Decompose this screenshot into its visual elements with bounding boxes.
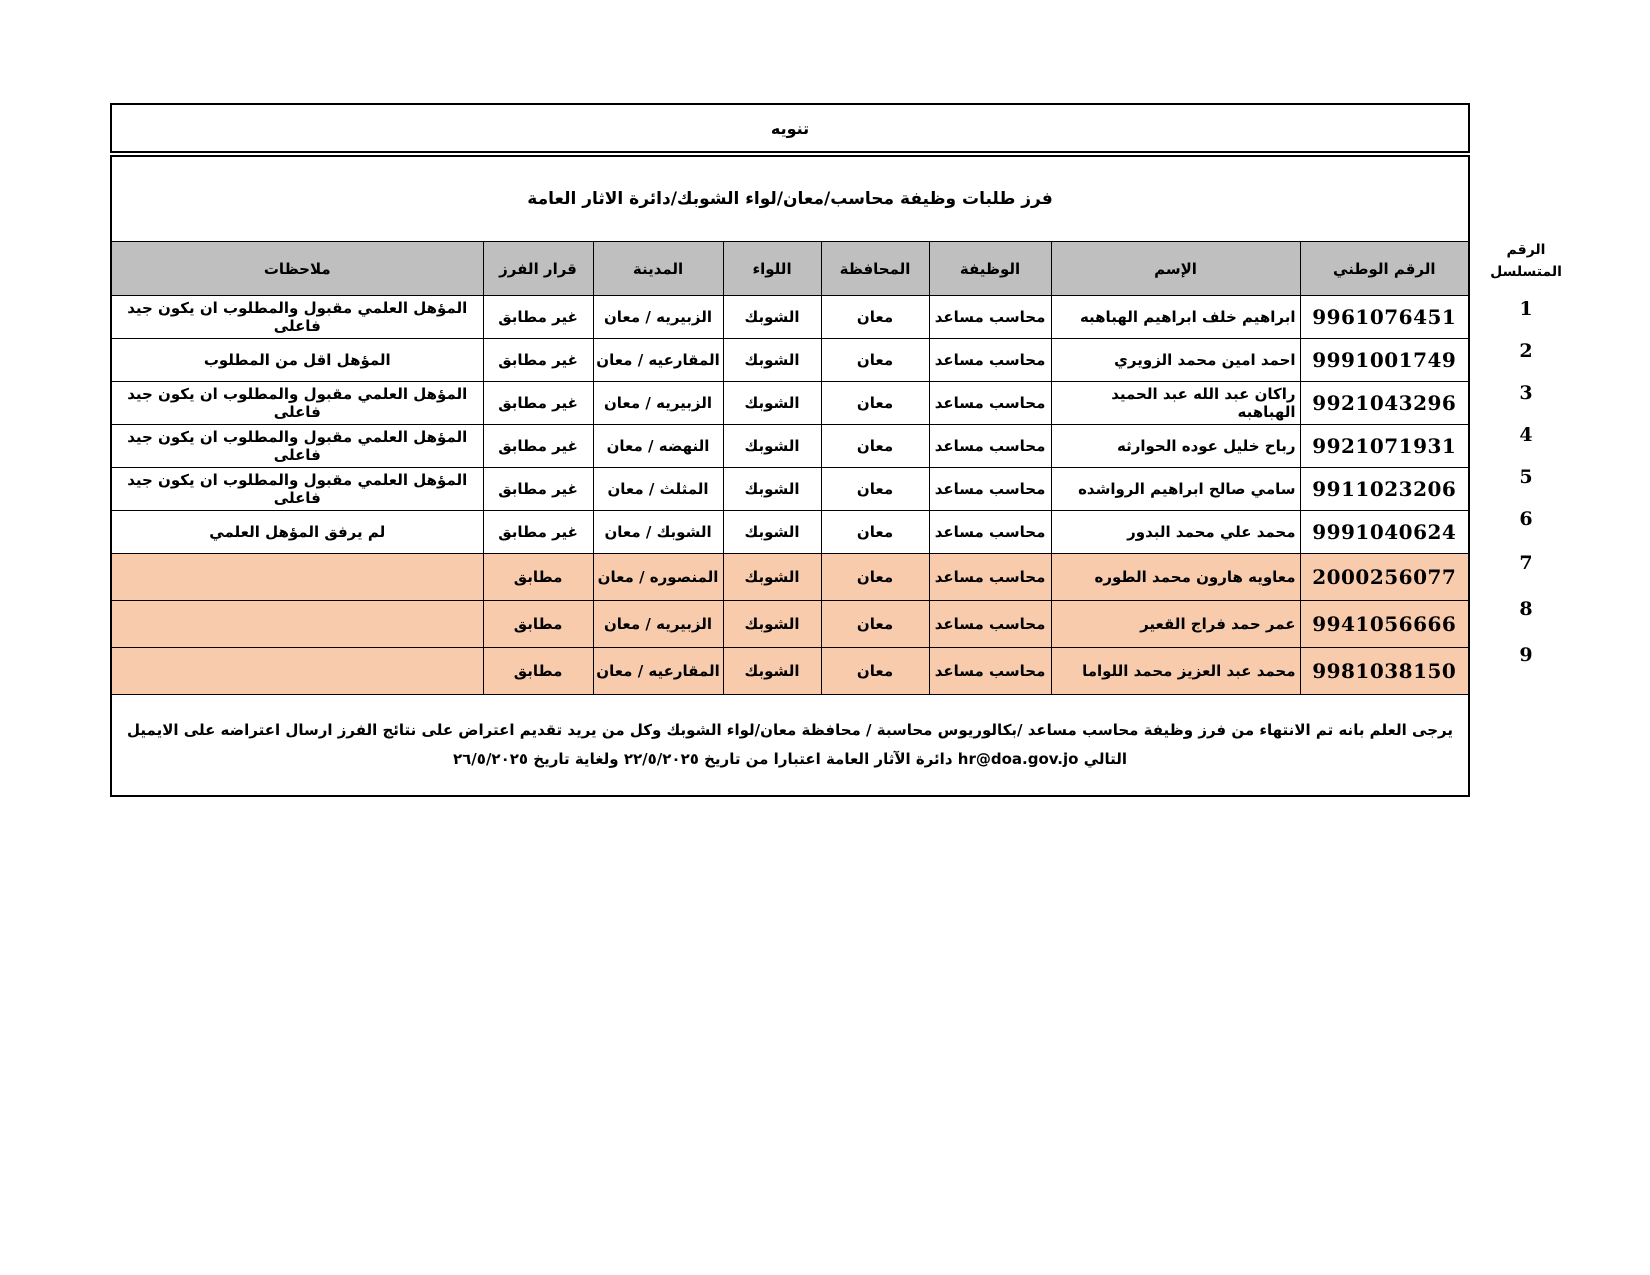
cell-job: محاسب مساعد (929, 511, 1051, 554)
footer-text-after-email: دائرة الآثار العامة اعتبارا من تاريخ ٢٢/٥/٢٠٢٥ ولغاية تاريخ ٢٦/٥/٢٠٢٥ (453, 750, 953, 768)
cell-job: محاسب مساعد (929, 648, 1051, 695)
table-row (111, 296, 1469, 339)
cell-governorate: معان (821, 468, 929, 511)
cell-city: الزبيريه / معان (593, 601, 723, 648)
cell-district: الشوبك (723, 468, 821, 511)
cell-district: الشوبك (723, 511, 821, 554)
table-header-row (111, 242, 1469, 296)
cell-name: عمر حمد فراج القعير (1051, 601, 1300, 648)
notice-banner: تنويه (111, 104, 1469, 154)
cell-city: الزبيريه / معان (593, 382, 723, 425)
cell-city: المنصوره / معان (593, 554, 723, 601)
serial-number: 2 (1519, 340, 1533, 362)
cell-national-id: 9941056666 (1300, 601, 1469, 648)
cell-decision: غير مطابق (483, 468, 593, 511)
serial-number: 7 (1519, 552, 1533, 574)
cell-job: محاسب مساعد (929, 554, 1051, 601)
cell-decision: مطابق (483, 601, 593, 648)
cell-name: سامي صالح ابراهيم الرواشده (1051, 468, 1300, 511)
cell-district: الشوبك (723, 382, 821, 425)
cell-governorate: معان (821, 339, 929, 382)
col-header-national-id: الرقم الوطني (1300, 242, 1469, 296)
cell-job: محاسب مساعد (929, 296, 1051, 339)
cell-district: الشوبك (723, 425, 821, 468)
cell-name: محمد علي محمد البدور (1051, 511, 1300, 554)
col-header-city: المدينة (593, 242, 723, 296)
cell-notes (111, 648, 483, 695)
cell-decision: مطابق (483, 554, 593, 601)
cell-job: محاسب مساعد (929, 425, 1051, 468)
cell-governorate: معان (821, 601, 929, 648)
cell-national-id: 9911023206 (1300, 468, 1469, 511)
serial-header-line2: المتسلسل (1490, 263, 1562, 280)
screening-table (110, 103, 1470, 797)
cell-notes: المؤهل العلمي مقبول والمطلوب ان يكون جيد فاعلى (111, 382, 483, 425)
cell-governorate: معان (821, 425, 929, 468)
table-row (111, 339, 1469, 382)
cell-notes: المؤهل العلمي مقبول والمطلوب ان يكون جيد فاعلى (111, 425, 483, 468)
cell-national-id: 9961076451 (1300, 296, 1469, 339)
cell-city: الشوبك / معان (593, 511, 723, 554)
serial-column-header (1472, 235, 1580, 288)
screening-results-sheet (110, 103, 1630, 797)
cell-national-id: 9991001749 (1300, 339, 1469, 382)
col-header-district: اللواء (723, 242, 821, 296)
cell-city: المثلث / معان (593, 468, 723, 511)
cell-job: محاسب مساعد (929, 339, 1051, 382)
cell-notes: المؤهل اقل من المطلوب (111, 339, 483, 382)
col-header-governorate: المحافظة (821, 242, 929, 296)
col-header-job: الوظيفة (929, 242, 1051, 296)
cell-city: المقارعيه / معان (593, 648, 723, 695)
footer-text-before-email: يرجى العلم بانه تم الانتهاء من فرز وظيفة محاسب مساعد /بكالوريوس محاسبة / محافظة معان/لواء الشوبك وكل من يريد تقديم اعتراض على نتائج الفرز ارسال اعتراضه على الايميل التالي (127, 720, 1453, 768)
cell-governorate: معان (821, 296, 929, 339)
footer-note (111, 695, 1469, 797)
cell-national-id: 9991040624 (1300, 511, 1469, 554)
table-row (111, 648, 1469, 695)
serial-header-line1: الرقم (1506, 241, 1546, 258)
cell-notes: لم يرفق المؤهل العلمي (111, 511, 483, 554)
cell-decision: مطابق (483, 648, 593, 695)
cell-decision: غير مطابق (483, 425, 593, 468)
cell-name: ابراهيم خلف ابراهيم الهباهبه (1051, 296, 1300, 339)
cell-name: رباح خليل عوده الحوارثه (1051, 425, 1300, 468)
footer-row (111, 695, 1469, 797)
cell-city: المقارعيه / معان (593, 339, 723, 382)
serial-number: 9 (1519, 644, 1533, 666)
cell-name: محمد عبد العزيز محمد اللواما (1051, 648, 1300, 695)
cell-notes: المؤهل العلمي مقبول والمطلوب ان يكون جيد فاعلى (111, 468, 483, 511)
cell-national-id: 9921043296 (1300, 382, 1469, 425)
contact-email: hr@doa.gov.jo (957, 750, 1079, 768)
sheet-title: فرز طلبات وظيفة محاسب/معان/لواء الشوبك/دائرة الاثار العامة (111, 154, 1469, 242)
cell-job: محاسب مساعد (929, 468, 1051, 511)
serial-number: 5 (1519, 466, 1533, 488)
cell-notes (111, 601, 483, 648)
cell-decision: غير مطابق (483, 382, 593, 425)
serial-number: 3 (1519, 382, 1533, 404)
cell-decision: غير مطابق (483, 339, 593, 382)
cell-governorate: معان (821, 511, 929, 554)
cell-decision: غير مطابق (483, 511, 593, 554)
cell-notes: المؤهل العلمي مقبول والمطلوب ان يكون جيد فاعلى (111, 296, 483, 339)
cell-district: الشوبك (723, 296, 821, 339)
table-row (111, 425, 1469, 468)
serial-number: 1 (1519, 298, 1533, 320)
cell-district: الشوبك (723, 601, 821, 648)
table-row (111, 511, 1469, 554)
cell-district: الشوبك (723, 648, 821, 695)
cell-district: الشوبك (723, 554, 821, 601)
serial-number: 8 (1519, 598, 1533, 620)
cell-governorate: معان (821, 382, 929, 425)
col-header-notes: ملاحظات (111, 242, 483, 296)
cell-job: محاسب مساعد (929, 382, 1051, 425)
cell-national-id: 2000256077 (1300, 554, 1469, 601)
cell-job: محاسب مساعد (929, 601, 1051, 648)
title-row (111, 154, 1469, 242)
cell-governorate: معان (821, 648, 929, 695)
cell-district: الشوبك (723, 339, 821, 382)
col-header-decision: قرار الفرز (483, 242, 593, 296)
table-row (111, 382, 1469, 425)
cell-governorate: معان (821, 554, 929, 601)
cell-city: الزبيريه / معان (593, 296, 723, 339)
serial-number: 6 (1519, 508, 1533, 530)
table-row (111, 468, 1469, 511)
cell-national-id: 9921071931 (1300, 425, 1469, 468)
cell-city: النهضه / معان (593, 425, 723, 468)
col-header-name: الإسم (1051, 242, 1300, 296)
table-row (111, 554, 1469, 601)
cell-name: معاويه هارون محمد الطوره (1051, 554, 1300, 601)
cell-decision: غير مطابق (483, 296, 593, 339)
table-row (111, 601, 1469, 648)
notice-row (111, 104, 1469, 154)
cell-name: احمد امين محمد الزويري (1051, 339, 1300, 382)
cell-name: راكان عبد الله عبد الحميد الهباهبه (1051, 382, 1300, 425)
serial-column (1472, 103, 1580, 770)
cell-national-id: 9981038150 (1300, 648, 1469, 695)
cell-notes (111, 554, 483, 601)
serial-number: 4 (1519, 424, 1533, 446)
